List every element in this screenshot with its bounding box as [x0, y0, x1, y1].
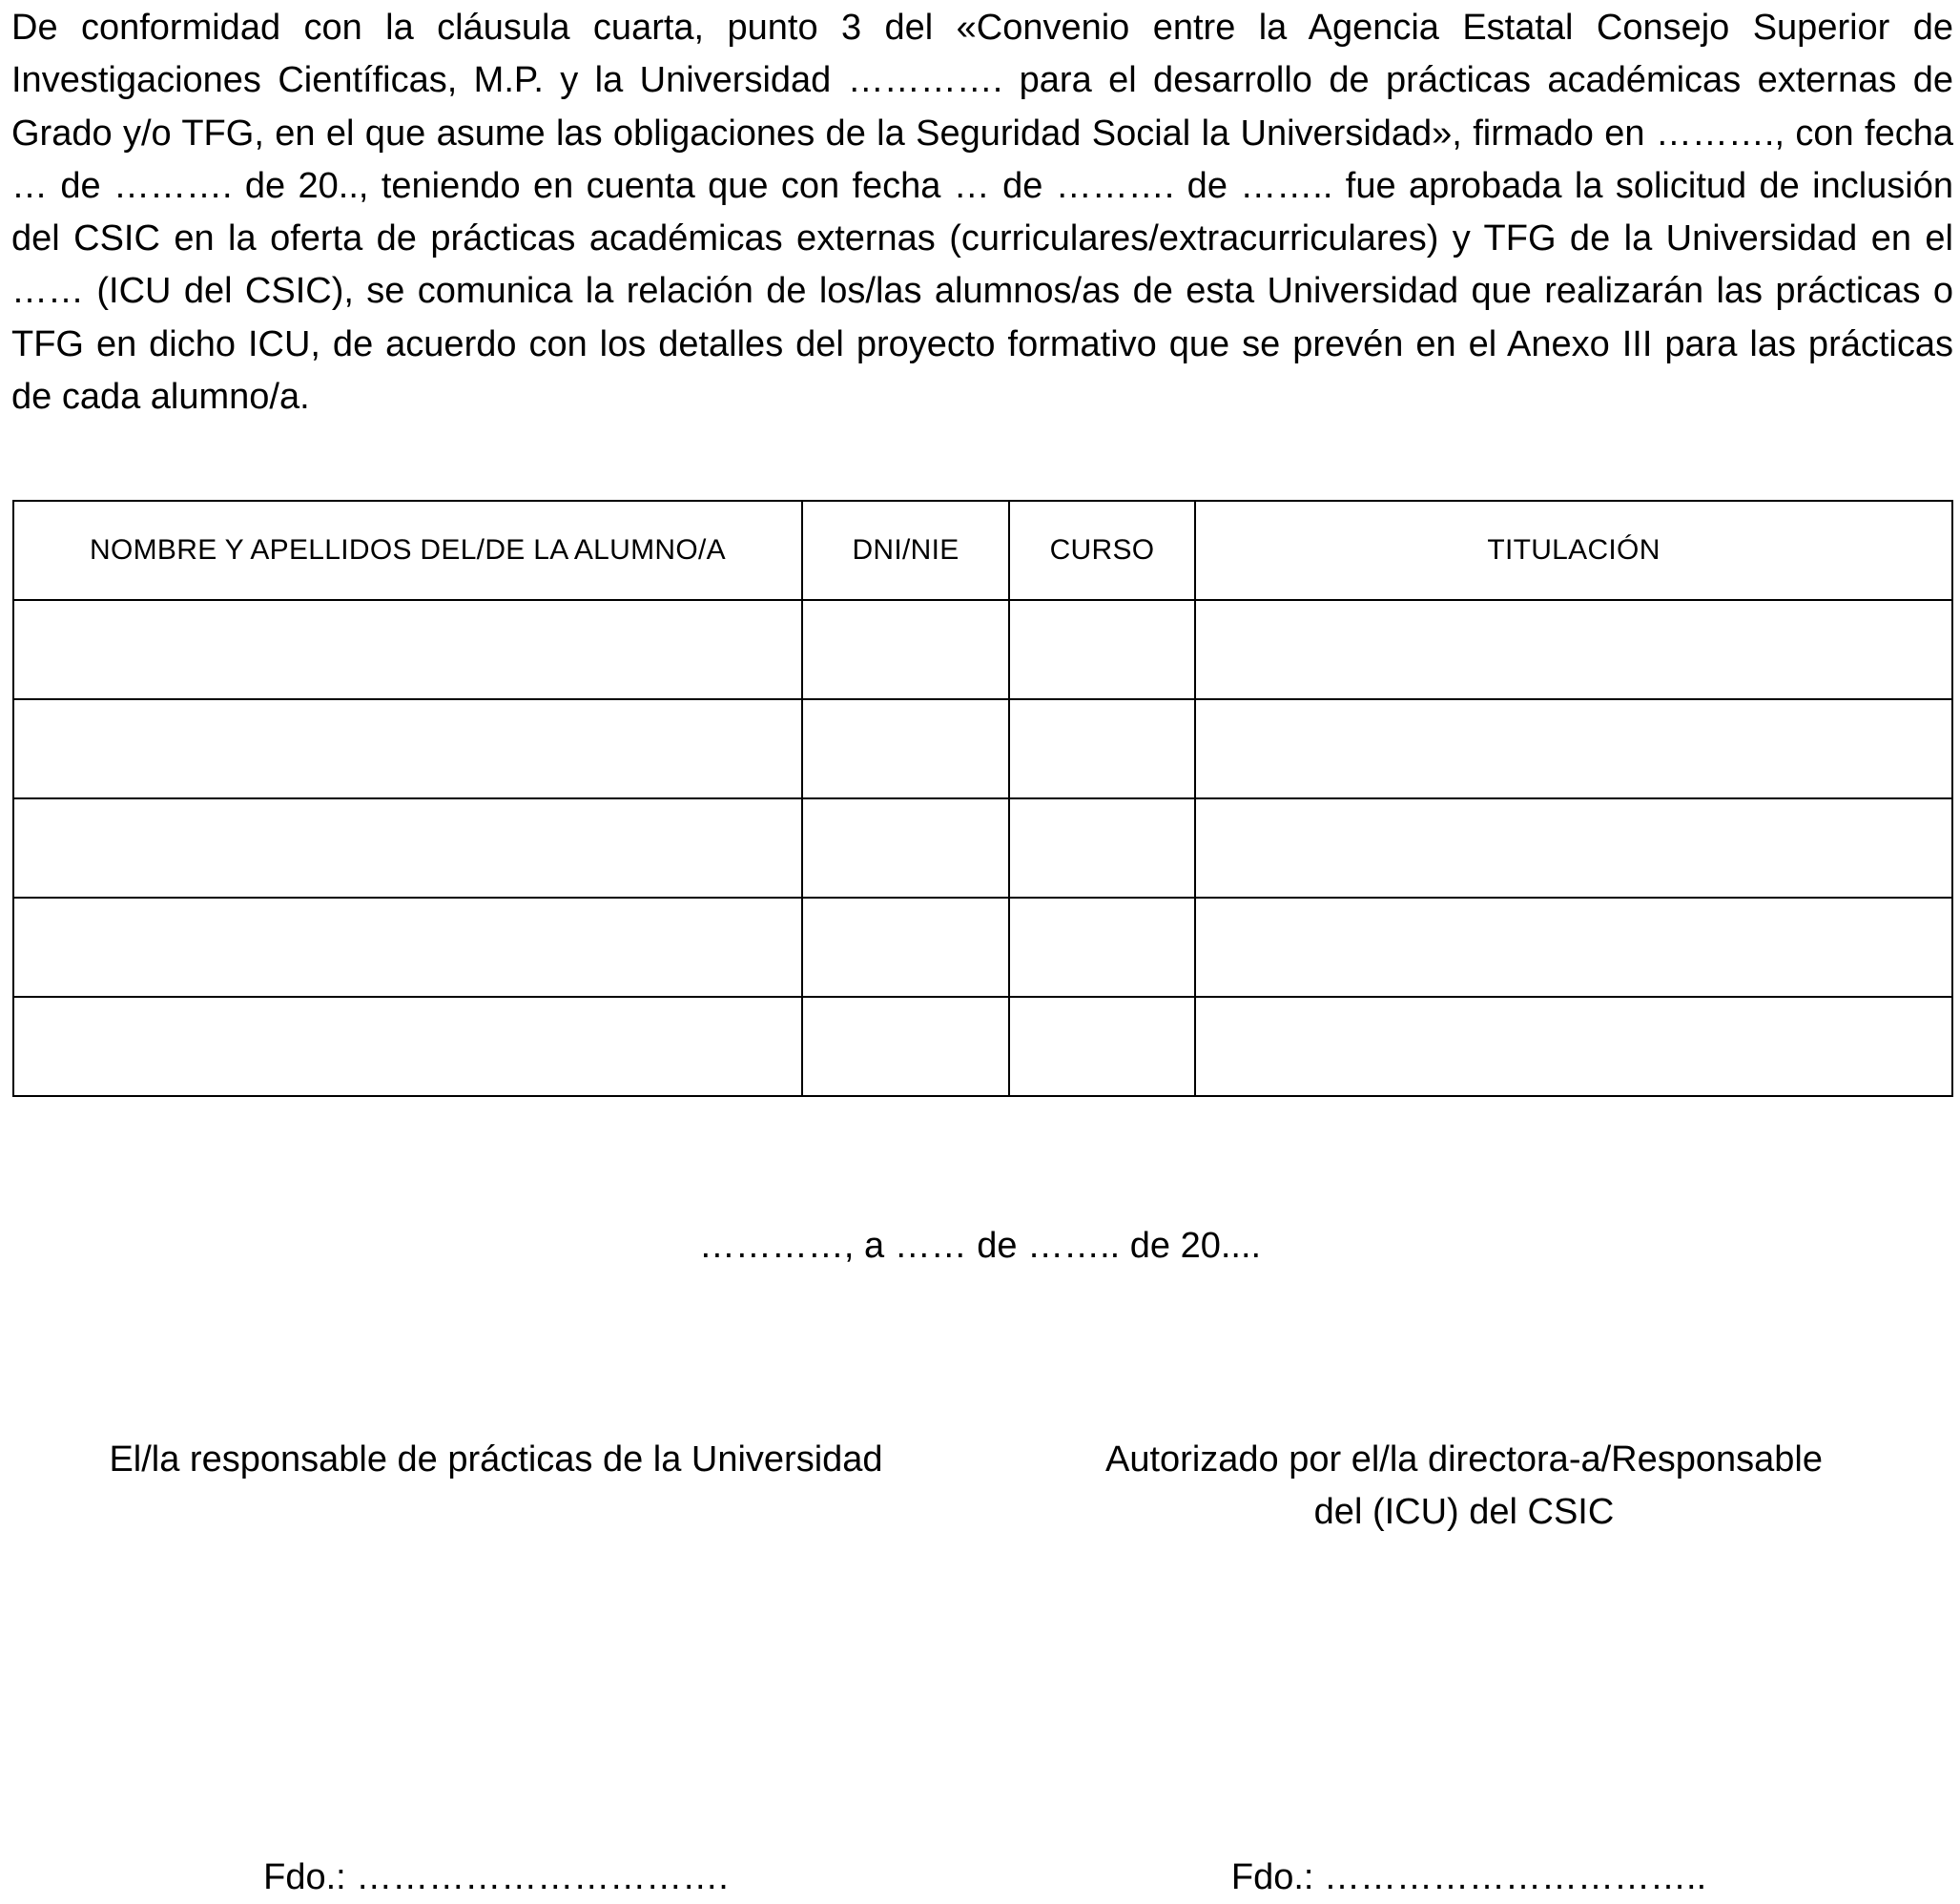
csic-signatory-title: [1040, 1434, 1888, 1539]
csic-signatory-line1: Autorizado por el/la directora-a/Responsable: [1105, 1439, 1823, 1480]
cell-dni-nie[interactable]: [802, 600, 1009, 699]
cell-curso[interactable]: [1009, 997, 1195, 1096]
cell-nombre[interactable]: [13, 898, 802, 997]
cell-titulacion[interactable]: [1195, 898, 1952, 997]
header-titulacion: TITULACIÓN: [1195, 501, 1952, 600]
cell-curso[interactable]: [1009, 600, 1195, 699]
table-row: [13, 699, 1952, 798]
cell-nombre[interactable]: [13, 997, 802, 1096]
cell-titulacion[interactable]: [1195, 699, 1952, 798]
date-place-line: …………, a …… de …….. de 20....: [698, 1226, 1262, 1266]
csic-signature-line: Fdo.: …………………………..: [1230, 1857, 1707, 1897]
intro-paragraph: De conformidad con la cláusula cuarta, punto 3 del «Convenio entre la Agencia Estatal Consejo Superior de Investigaciones Científicas, M.P. y la Universidad …………. para el desarrollo de prácticas académicas externas de Grado y/o TFG, en el que asume las obligaciones de la Seguridad Social la Universidad», firmado en ………., con fecha … de ………. de 20.., teniendo en cuenta que con fecha … de ………. de …….. fue aprobada la solicitud de inclusión del CSIC en la oferta de prácticas académicas externas (curriculares/extracurriculares) y TFG de la Universidad en el …… (ICU del CSIC), se comunica la relación de los/las alumnos/as de esta Universidad que realizarán las prácticas o TFG en dicho ICU, de acuerdo con los detalles del proyecto formativo que se prevén en el Anexo III para las prácticas de cada alumno/a.: [11, 8, 1953, 418]
university-signature-line: Fdo.: ………………………….: [263, 1857, 729, 1897]
cell-nombre[interactable]: [13, 699, 802, 798]
university-signatory-title: [38, 1434, 954, 1486]
cell-curso[interactable]: [1009, 798, 1195, 898]
table-row: [13, 997, 1952, 1096]
csic-signatory-line2: del (ICU) del CSIC: [1313, 1492, 1615, 1532]
header-dni-nie: DNI/NIE: [802, 501, 1009, 600]
students-table: [12, 500, 1953, 1097]
cell-dni-nie[interactable]: [802, 997, 1009, 1096]
cell-titulacion[interactable]: [1195, 997, 1952, 1096]
header-curso: CURSO: [1009, 501, 1195, 600]
header-nombre: NOMBRE Y APELLIDOS DEL/DE LA ALUMNO/A: [13, 501, 802, 600]
table-header-row: [13, 501, 1952, 600]
cell-curso[interactable]: [1009, 699, 1195, 798]
cell-dni-nie[interactable]: [802, 798, 1009, 898]
cell-dni-nie[interactable]: [802, 699, 1009, 798]
table-row: [13, 898, 1952, 997]
cell-dni-nie[interactable]: [802, 898, 1009, 997]
cell-titulacion[interactable]: [1195, 798, 1952, 898]
cell-titulacion[interactable]: [1195, 600, 1952, 699]
university-signatory-label: El/la responsable de prácticas de la Universidad: [109, 1439, 883, 1480]
cell-curso[interactable]: [1009, 898, 1195, 997]
cell-nombre[interactable]: [13, 798, 802, 898]
cell-nombre[interactable]: [13, 600, 802, 699]
table-row: [13, 600, 1952, 699]
table-row: [13, 798, 1952, 898]
